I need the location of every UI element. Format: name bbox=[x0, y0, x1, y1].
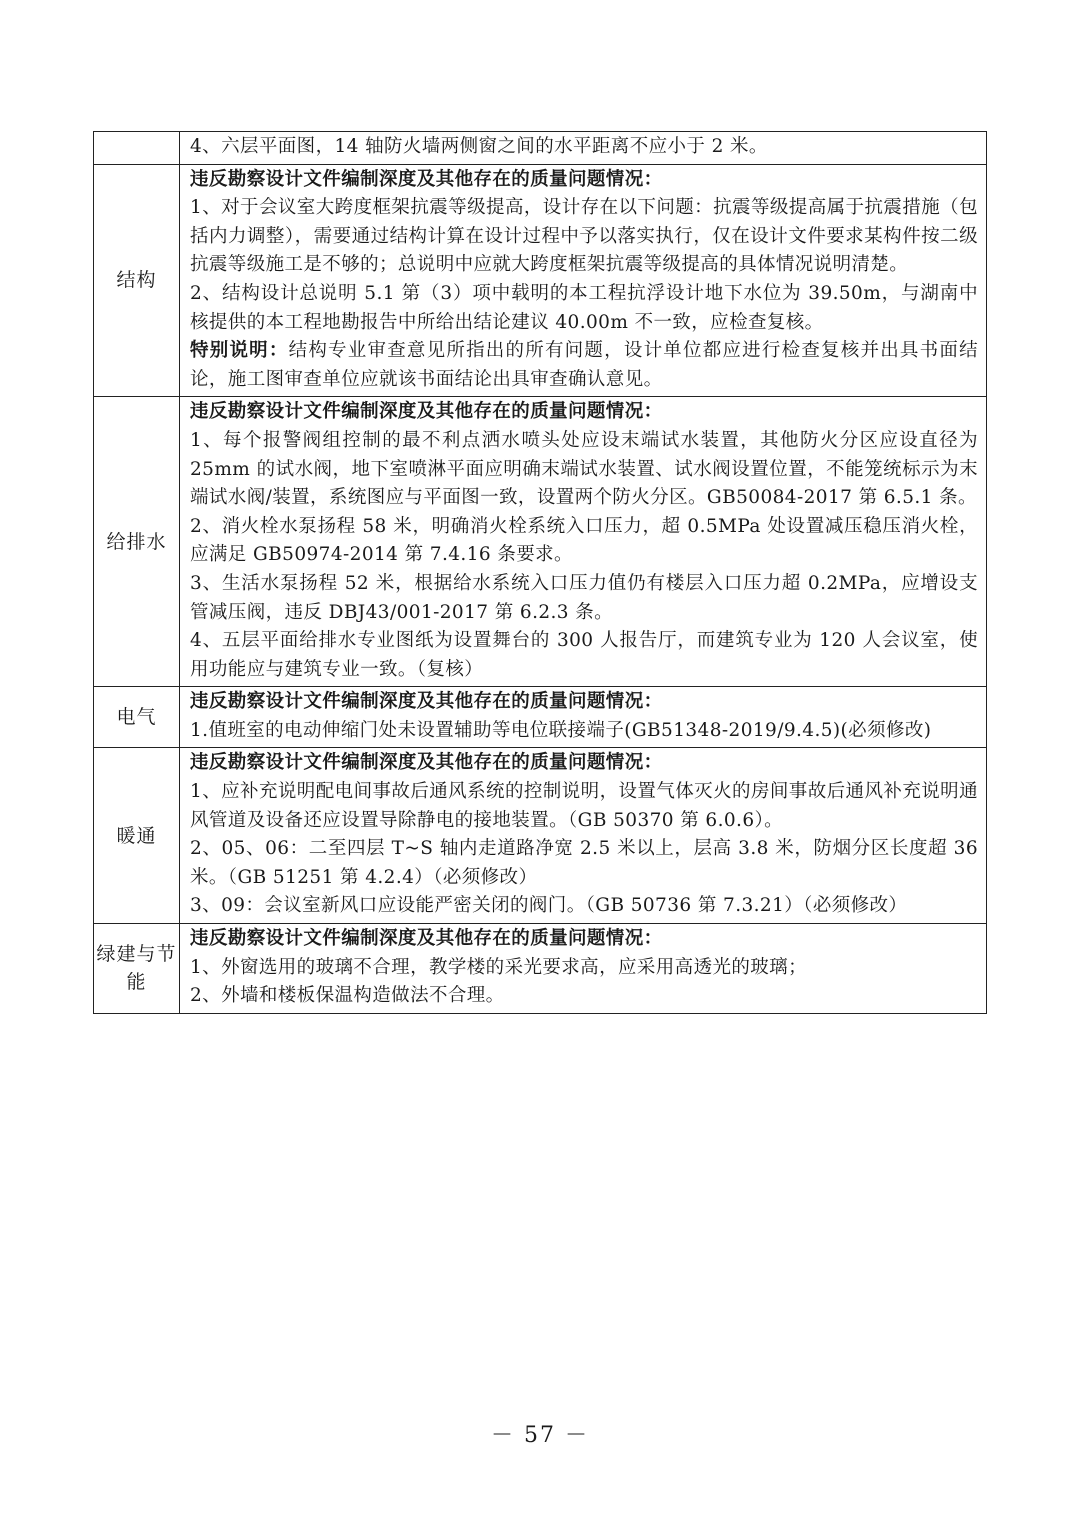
issue-item: 1、外窗选用的玻璃不合理，教学楼的采光要求高，应采用高透光的玻璃； bbox=[190, 956, 807, 978]
review-table bbox=[93, 131, 987, 1014]
special-note-label: 特别说明： bbox=[190, 340, 289, 362]
table-row-hvac bbox=[94, 748, 987, 924]
issue-item: 3、09：会议室新风口应设能严密关闭的阀门。（GB 50736 第 7.3.21）（必须修改） bbox=[190, 895, 908, 917]
issue-item: 2、外墙和楼板保温构造做法不合理。 bbox=[190, 985, 505, 1007]
issue-item: 1、对于会议室大跨度框架抗震等级提高，设计存在以下问题：抗震等级提高属于抗震措施（包括内力调整），需要通过结构计算在设计过程中予以落实执行，仅在设计文件要求某构件按二级抗震等级施工是不够的；总说明中应就大跨度框架抗震等级提高的具体情况说明清楚。 bbox=[190, 197, 978, 276]
issue-heading: 违反勘察设计文件编制深度及其他存在的质量问题情况： bbox=[190, 752, 663, 774]
table-row-electrical bbox=[94, 687, 987, 748]
table-row-green-building bbox=[94, 924, 987, 1014]
category-cell: 结构 bbox=[94, 164, 180, 397]
issue-heading: 违反勘察设计文件编制深度及其他存在的质量问题情况： bbox=[190, 928, 663, 950]
category-cell: 给排水 bbox=[94, 397, 180, 687]
table-row-architecture-continued bbox=[94, 132, 987, 165]
special-note-text: 结构专业审查意见所指出的所有问题，设计单位都应进行检查复核并出具书面结论，施工图审查单位应就该书面结论出具审查确认意见。 bbox=[190, 340, 978, 390]
issue-item: 2、消火栓水泵扬程 58 米，明确消火栓系统入口压力，超 0.5MPa 处设置减压稳压消火栓，应满足 GB50974-2014 第 7.4.16 条要求。 bbox=[190, 515, 978, 566]
content-cell bbox=[180, 397, 987, 687]
table-row-plumbing bbox=[94, 397, 987, 687]
category-cell: 绿建与节能 bbox=[94, 924, 180, 1014]
content-cell bbox=[180, 748, 987, 924]
category-cell: 电气 bbox=[94, 687, 180, 748]
issue-item: 1.值班室的电动伸缩门处未设置辅助等电位联接端子(GB51348-2019/9.4.5)(必须修改) bbox=[190, 719, 932, 741]
table-row-structure bbox=[94, 164, 987, 397]
special-note bbox=[190, 337, 978, 394]
issue-item: 4、五层平面给排水专业图纸为设置舞台的 300 人报告厅，而建筑专业为 120 人会议室，使用功能应与建筑专业一致。（复核） bbox=[190, 630, 978, 680]
issue-heading: 违反勘察设计文件编制深度及其他存在的质量问题情况： bbox=[190, 401, 663, 423]
content-cell bbox=[180, 132, 987, 165]
content-cell bbox=[180, 164, 987, 397]
content-cell bbox=[180, 687, 987, 748]
issue-item: 3、生活水泵扬程 52 米，根据给水系统入口压力值仍有楼层入口压力超 0.2MPa，应增设支管减压阀，违反 DBJ43/001-2017 第 6.2.3 条。 bbox=[190, 572, 978, 623]
issue-heading: 违反勘察设计文件编制深度及其他存在的质量问题情况： bbox=[190, 168, 663, 190]
issue-heading: 违反勘察设计文件编制深度及其他存在的质量问题情况： bbox=[190, 691, 663, 713]
page-number: － 57 － bbox=[491, 1423, 589, 1448]
category-cell: 暖通 bbox=[94, 748, 180, 924]
issue-item: 1、每个报警阀组控制的最不利点洒水喷头处应设末端试水装置，其他防火分区应设直径为 25mm 的试水阀，地下室喷淋平面应明确末端试水装置、试水阀设置位置，不能笼统标示为末端试水阀/装置，系统图应与平面图一致，设置两个防火分区。GB50084-2017 第 6.5.1 条。 bbox=[190, 429, 978, 509]
issue-item: 2、05、06：二至四层 T~S 轴内走道路净宽 2.5 米以上，层高 3.8 米，防烟分区长度超 36 米。（GB 51251 第 4.2.4）（必须修改） bbox=[190, 838, 978, 888]
issue-item: 1、应补充说明配电间事故后通风系统的控制说明，设置气体灭火的房间事故后通风补充说明通风管道及设备还应设置导除静电的接地装置。（GB 50370 第 6.0.6）。 bbox=[190, 781, 978, 831]
content-cell bbox=[180, 924, 987, 1014]
issue-item: 4、六层平面图，14 轴防火墙两侧窗之间的水平距离不应小于 2 米。 bbox=[190, 136, 768, 157]
category-cell bbox=[94, 132, 180, 165]
issue-item: 2、结构设计总说明 5.1 第（3）项中载明的本工程抗浮设计地下水位为 39.50m，与湖南中核提供的本工程地勘报告中所给出结论建议 40.00m 不一致，应检查复核。 bbox=[190, 282, 978, 333]
